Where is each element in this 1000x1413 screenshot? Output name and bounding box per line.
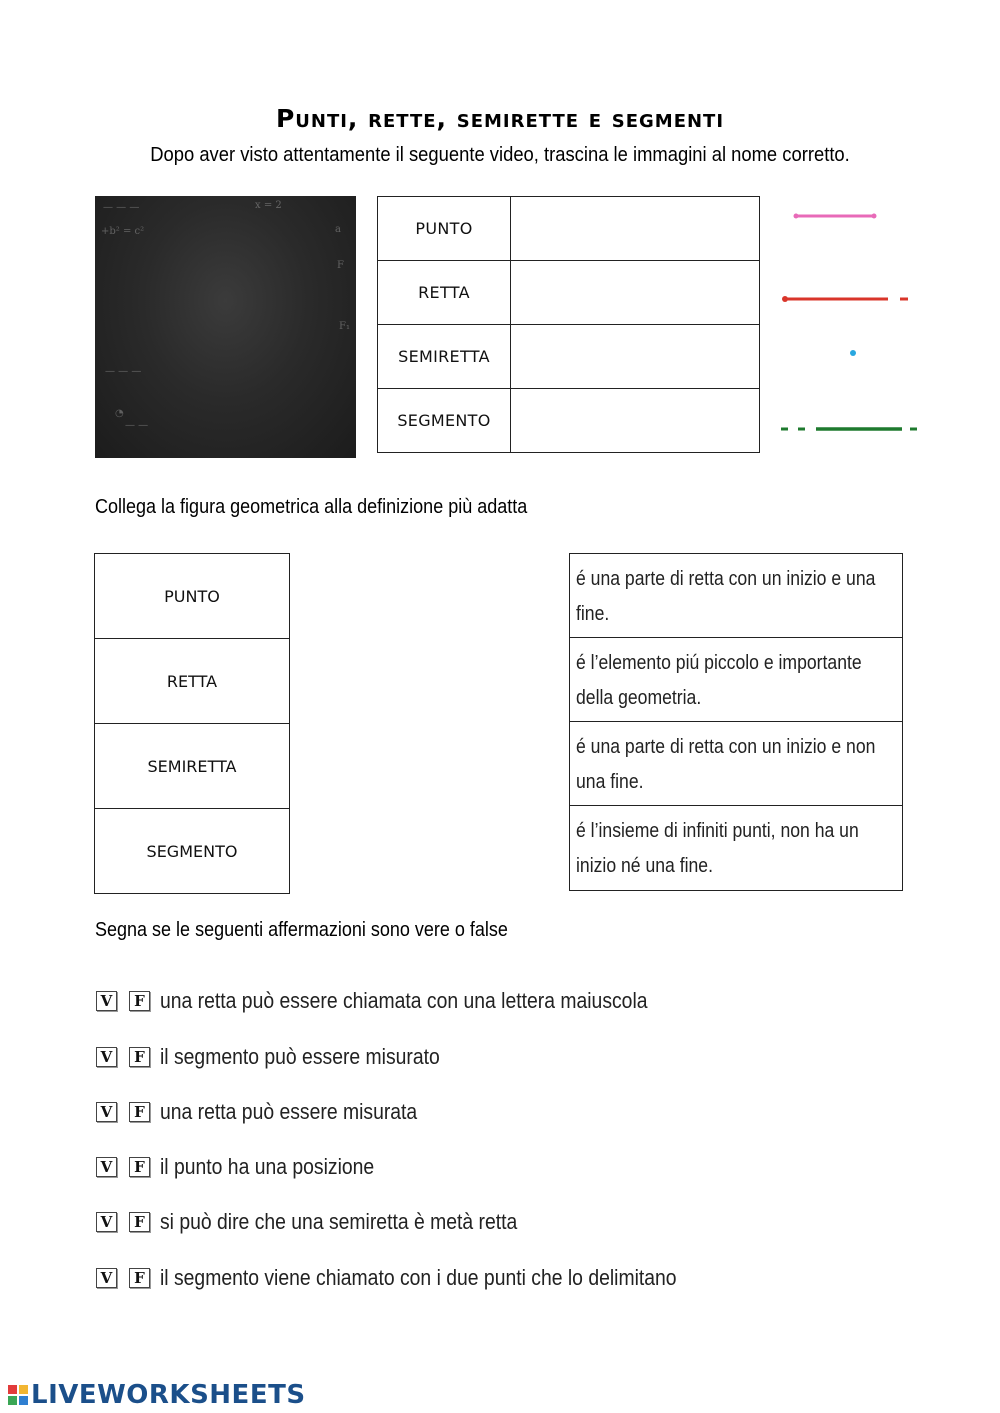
statement-text: si può dire che una semiretta è metà retta [160, 1209, 518, 1234]
match-definition-2[interactable] [569, 637, 903, 721]
truefalse-heading: Segna se le seguenti affermazioni sono vere o false [95, 919, 508, 941]
drop-slot-retta[interactable] [511, 261, 760, 325]
logo-text: LIVEWORKSHEETS [31, 1380, 306, 1410]
truefalse-row [96, 1042, 478, 1072]
statement-text: una retta può essere misurata [160, 1099, 418, 1124]
red-ray-icon[interactable] [782, 296, 908, 302]
page-title: Punti, rette, semirette e segmenti [275, 104, 725, 133]
definition-text: é l’insieme di infiniti punti, non ha un inizio né una fine. [576, 820, 859, 877]
definition-text: é l’elemento piú piccolo e importante della geometria. [576, 652, 862, 709]
drop-label-retta: RETTA [378, 261, 511, 325]
true-button[interactable]: V [96, 1102, 117, 1122]
statement-text: il segmento può essere misurato [160, 1044, 440, 1069]
match-terms [94, 553, 290, 894]
drop-label-semiretta: SEMIRETTA [378, 325, 511, 389]
false-button[interactable]: F [129, 991, 150, 1011]
definition-text: é una parte di retta con un inizio e una fine. [576, 568, 876, 625]
truefalse-row [96, 1152, 403, 1182]
true-button[interactable]: V [96, 1212, 117, 1232]
blue-point-icon[interactable] [850, 350, 856, 356]
video-player[interactable]: — — — x = 2 +b² = c² a F F₁ — — — ◔ — — [95, 196, 356, 458]
drop-label-segmento: SEGMENTO [378, 389, 511, 453]
match-term-segmento[interactable]: SEGMENTO [94, 808, 290, 894]
true-button[interactable]: V [96, 1157, 117, 1177]
match-definition-3[interactable] [569, 721, 903, 805]
truefalse-row [96, 986, 714, 1016]
match-definition-4[interactable] [569, 805, 903, 891]
statement-text: una retta può essere chiamata con una lettera maiuscola [160, 988, 648, 1013]
match-term-semiretta[interactable]: SEMIRETTA [94, 723, 290, 808]
drag-drop-table [377, 196, 760, 453]
match-definition-1[interactable] [569, 553, 903, 637]
draggable-images [780, 200, 930, 440]
drop-slot-segmento[interactable] [511, 389, 760, 453]
truefalse-row [96, 1097, 452, 1127]
false-button[interactable]: F [129, 1102, 150, 1122]
statement-text: il punto ha una posizione [160, 1154, 375, 1179]
match-term-punto[interactable]: PUNTO [94, 553, 290, 638]
false-button[interactable]: F [129, 1212, 150, 1232]
false-button[interactable]: F [129, 1047, 150, 1067]
true-button[interactable]: V [96, 1047, 117, 1067]
false-button[interactable]: F [129, 1157, 150, 1177]
instructions: Dopo aver visto attentamente il seguente video, trascina le immagini al nome corretto. [150, 144, 850, 166]
match-heading: Collega la figura geometrica alla definizione più adatta [95, 496, 528, 518]
pink-segment-icon[interactable] [794, 214, 877, 219]
drop-slot-punto[interactable] [511, 197, 760, 261]
truefalse-row [96, 1263, 747, 1293]
false-button[interactable]: F [129, 1268, 150, 1288]
match-term-retta[interactable]: RETTA [94, 638, 290, 723]
drop-label-punto: PUNTO [378, 197, 511, 261]
drop-slot-semiretta[interactable] [511, 325, 760, 389]
match-definitions [569, 553, 903, 891]
logo-blocks-icon [8, 1385, 28, 1405]
truefalse-row [96, 1207, 566, 1237]
definition-text: é una parte di retta con un inizio e non una fine. [576, 736, 876, 793]
true-button[interactable]: V [96, 991, 117, 1011]
statement-text: il segmento viene chiamato con i due punti che lo delimitano [160, 1265, 677, 1290]
liveworksheets-logo[interactable] [8, 1380, 306, 1410]
true-button[interactable]: V [96, 1268, 117, 1288]
